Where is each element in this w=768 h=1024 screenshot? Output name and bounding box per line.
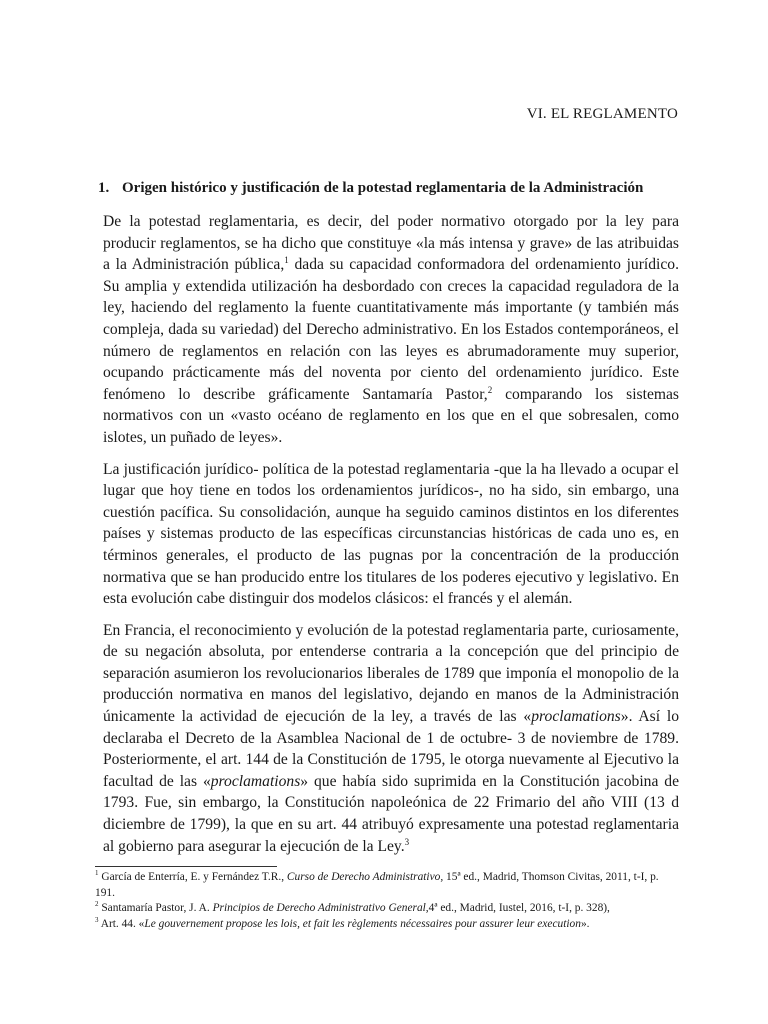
footnote-separator xyxy=(95,866,277,867)
paragraph-text: dada su capacidad conformadora del ordenamiento jurídico. Su amplia y extendida utilización ha desbordado con creces la capacidad reguladora de la ley, haciendo del reglamento la fuente cuantitativamente más importante (y también más compleja, dada su variedad) del Derecho administrativo. En los Estados contemporáneos, el número de reglamentos en relación con las leyes es abrumadoramente muy superior, ocupando prácticamente más del noventa por ciento del ordenamiento jurídico. Este fenómeno lo describe gráficamente Santamaría Pastor, xyxy=(103,256,680,403)
footnote-text: 15ª ed., Madrid, Thomson Civitas, 2011, t-I, p. 191. xyxy=(95,871,659,899)
paragraph-text: En Francia, el reconocimiento y evolución de la potestad reglamentaria parte, curiosamente, de su negación absoluta, por entenderse contraria a la concepción que del principio de separación asumieron los revolucionarios liberales de 1789 que imponía el monopolio de la producción normativa en manos del legislativo, dejando en manos de la Administración únicamente la actividad de ejecución de la ley, a través de las « xyxy=(103,621,679,726)
footnote-quote: Le gouvernement propose les lois, et fait les règlements nécessaires pour assurer leur execution xyxy=(144,917,581,930)
footnote-marker-1[interactable]: 1 xyxy=(284,255,289,265)
footnote-marker-3[interactable]: 3 xyxy=(404,836,410,847)
section-number: 1. xyxy=(98,180,110,196)
footnote-marker-2[interactable]: 2 xyxy=(487,384,493,395)
paragraph-text: De la potestad reglamentaria, es decir, del poder normativo otorgado por la ley para producir reglamentos, se ha dicho que constituye «la más intensa y grave» de las atribuidas a la Administración pública, xyxy=(103,213,679,274)
section-heading xyxy=(98,180,688,197)
footnote-text: García de Enterría, E. y Fernández T.R., xyxy=(98,871,287,883)
footnote-1 xyxy=(95,870,680,901)
footnote-text: Art. 44. « xyxy=(98,917,145,930)
footnote-number: 2 xyxy=(95,900,99,909)
paragraph-1 xyxy=(103,211,679,449)
footnote-number: 1 xyxy=(95,869,99,878)
paragraph-text: » que había sido suprimida en la Constitución jacobina de 1793. Fue, sin embargo, la Constitución napoleónica de 22 Frimario del año VIII (13 d diciembre de 1799), la que en su art. 44 atribuyó expresamente una potestad reglamentaria al gobierno para asegurar la ejecución de la Ley. xyxy=(103,772,680,855)
footnote-title: Curso de Derecho Administrativo, xyxy=(286,871,444,883)
paragraph-text: ». Así lo declaraba el Decreto de la Asamblea Nacional de 1 de octubre- 3 de noviembre de 1789. Posteriormente, el art. 144 de la Constitución de 1795, le otorga nuevamente al Ejecutivo la facultad de las « xyxy=(103,708,679,790)
paragraph-3 xyxy=(103,620,679,858)
body-text xyxy=(103,211,679,867)
paragraph-text: La justificación jurídico- política de la potestad reglamentaria -que la ha llevado a ocupar el lugar que hoy tiene en todos los ordenamientos jurídicos-, no ha sido, sin embargo, una cuestión pacífica. Su consolidación, aunque ha seguido caminos distintos en los diferentes países y sistemas producto de las específicas circunstancias históricas de cada uno es, en términos generales, el producto de las pugnas por la concentración de la producción normativa que se han producido entre los titulares de los poderes ejecutivo y legislativo. En esta evolución cabe distinguir dos modelos clásicos: el francés y el alemán. xyxy=(103,460,679,608)
footnote-text: Santamaría Pastor, J. A. xyxy=(98,902,213,914)
italic-term: proclamations xyxy=(531,708,621,726)
footnote-number: 3 xyxy=(95,915,99,924)
section-title: Origen histórico y justificación de la potestad reglamentaria de la Administración xyxy=(122,180,644,196)
paragraph-2 xyxy=(103,459,679,610)
footnote-2 xyxy=(95,901,680,917)
footnote-3 xyxy=(95,917,680,933)
footnote-title: Principios de Derecho Administrativo General, xyxy=(212,902,429,914)
footnotes xyxy=(95,870,680,932)
paragraph-text: comparando los sistemas normativos con un «vasto océano de reglamento en los que en el que sobresalen, como islotes, un puñado de leyes». xyxy=(103,385,679,446)
italic-term: proclamations xyxy=(210,772,301,790)
footnote-text: 4ª ed., Madrid, Iustel, 2016, t-I, p. 328), xyxy=(428,902,610,914)
footnote-text: ». xyxy=(580,917,590,930)
chapter-heading: VI. EL REGLAMENTO xyxy=(526,106,678,122)
